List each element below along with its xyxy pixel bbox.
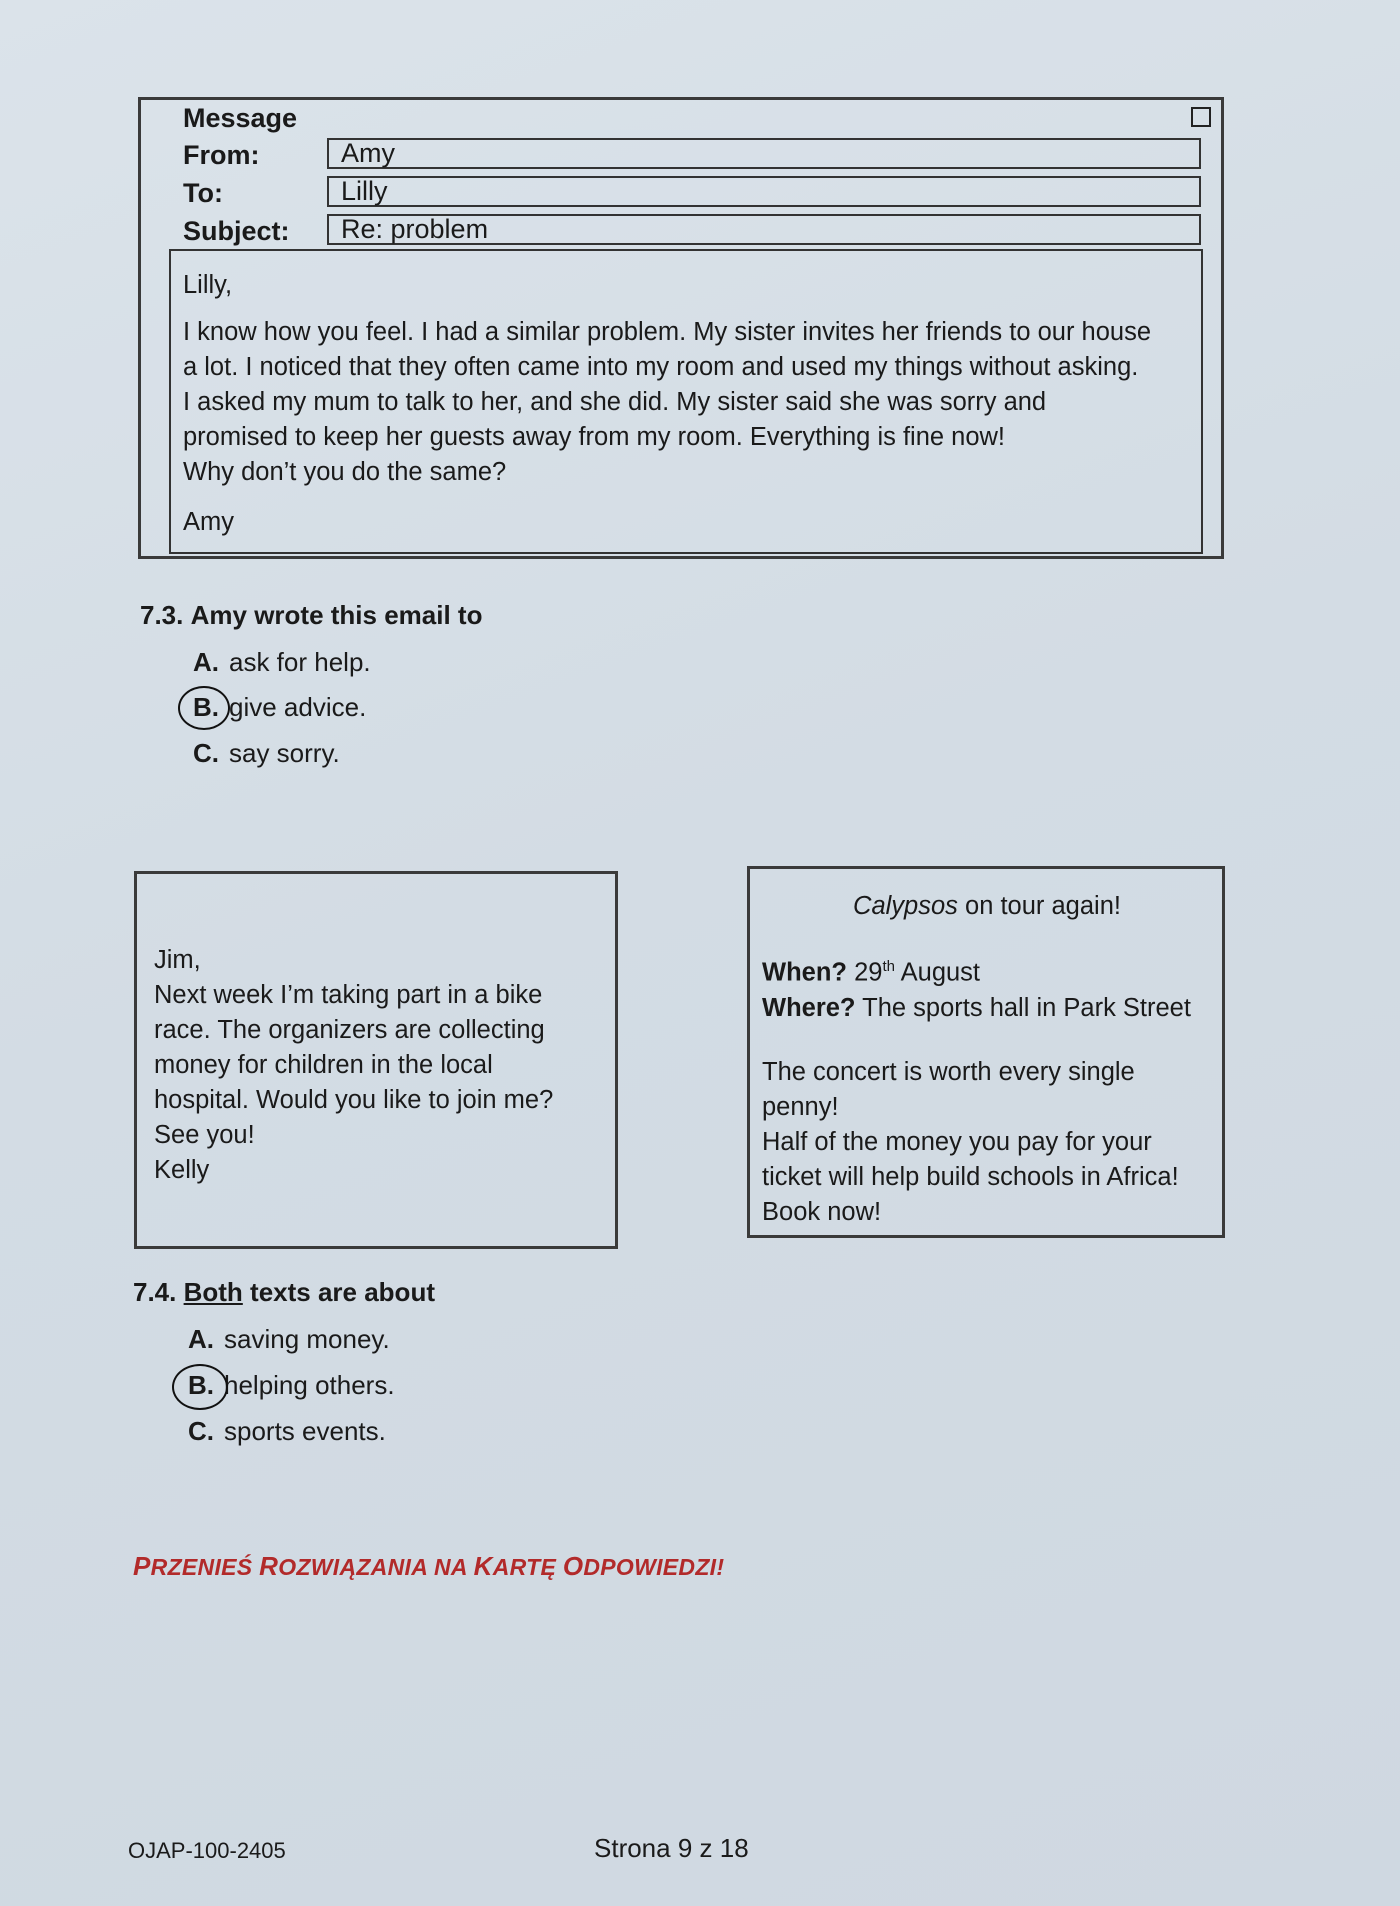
email-greeting: Lilly, bbox=[183, 271, 233, 299]
email-body-line: promised to keep her guests away from my room. Everything is fine now! bbox=[183, 423, 1006, 451]
concert-ad-card bbox=[747, 866, 1225, 1238]
ad-line: Book now! bbox=[762, 1197, 882, 1226]
question-number: 7.3. bbox=[140, 600, 184, 630]
when-day: 29 bbox=[846, 958, 883, 987]
option-text: give advice. bbox=[229, 692, 367, 722]
instruction-part: R bbox=[259, 1551, 279, 1581]
email-body-line: a lot. I noticed that they often came into my room and used my things without asking. bbox=[183, 353, 1139, 381]
option-c[interactable] bbox=[188, 1416, 386, 1447]
answer-circle-mark bbox=[172, 1364, 228, 1410]
instruction-part: DPOWIEDZI! bbox=[583, 1554, 725, 1580]
where-label: Where? bbox=[762, 993, 856, 1022]
note-line: money for children in the local bbox=[154, 1051, 493, 1079]
ad-when bbox=[762, 949, 1212, 991]
answer-circle-mark bbox=[178, 686, 230, 730]
option-letter: A. bbox=[188, 1324, 214, 1354]
from-label: From: bbox=[183, 140, 260, 170]
option-letter: B. bbox=[188, 1370, 214, 1400]
note-line: Jim, bbox=[154, 946, 201, 974]
instruction-part: O bbox=[562, 1551, 584, 1581]
instruction-part: K bbox=[473, 1551, 493, 1581]
email-message-box bbox=[138, 97, 1224, 559]
option-letter: C. bbox=[188, 1416, 214, 1446]
question-stem: texts are about bbox=[242, 1277, 435, 1307]
email-body-line: I know how you feel. I had a similar problem. My sister invites her friends to our house bbox=[183, 318, 1152, 346]
ad-title bbox=[762, 889, 1212, 924]
note-card bbox=[134, 871, 618, 1249]
ad-line: penny! bbox=[762, 1092, 839, 1121]
option-a[interactable] bbox=[188, 1324, 390, 1355]
transfer-answers-instruction bbox=[133, 1551, 724, 1582]
ad-where bbox=[762, 991, 1212, 1026]
subject-label: Subject: bbox=[183, 216, 290, 246]
option-text: ask for help. bbox=[229, 647, 371, 677]
exam-code: OJAP-100-2405 bbox=[128, 1838, 286, 1863]
option-text: saving money. bbox=[224, 1324, 390, 1354]
email-body-line: Why don’t you do the same? bbox=[183, 458, 507, 486]
email-body-line: I asked my mum to talk to her, and she did. My sister said she was sorry and bbox=[183, 388, 1047, 416]
note-line: Kelly bbox=[154, 1156, 210, 1184]
when-label: When? bbox=[762, 958, 847, 987]
email-body bbox=[169, 249, 1203, 554]
instruction-part: P bbox=[133, 1551, 151, 1581]
subject-field: Re: problem bbox=[327, 214, 1201, 245]
from-field: Amy bbox=[327, 138, 1201, 169]
option-text: helping others. bbox=[224, 1370, 395, 1400]
email-signature: Amy bbox=[183, 508, 234, 536]
instruction-part: ARTĘ bbox=[492, 1554, 563, 1580]
note-line: race. The organizers are collecting bbox=[154, 1016, 545, 1044]
option-letter: B. bbox=[193, 692, 219, 722]
question-stem: Amy wrote this email to bbox=[190, 600, 483, 630]
note-line: See you! bbox=[154, 1121, 255, 1149]
to-field: Lilly bbox=[327, 176, 1201, 207]
close-icon bbox=[1191, 107, 1211, 127]
question-7-4 bbox=[133, 1277, 435, 1308]
ad-line: Half of the money you pay for your bbox=[762, 1127, 1152, 1156]
question-number: 7.4. bbox=[133, 1277, 177, 1307]
option-letter: C. bbox=[193, 738, 219, 768]
ad-line: ticket will help build schools in Africa! bbox=[762, 1162, 1179, 1191]
option-letter: A. bbox=[193, 647, 219, 677]
band-name: Calypsos bbox=[853, 892, 958, 920]
when-ordinal: th bbox=[882, 958, 895, 975]
page-number: Strona 9 z 18 bbox=[594, 1833, 749, 1863]
option-text: say sorry. bbox=[229, 738, 340, 768]
question-stem-underlined: Both bbox=[183, 1277, 243, 1307]
note-line: hospital. Would you like to join me? bbox=[154, 1086, 554, 1114]
option-text: sports events. bbox=[224, 1416, 386, 1446]
ad-line: The concert is worth every single bbox=[762, 1057, 1135, 1086]
option-a[interactable] bbox=[193, 647, 371, 678]
where-value: The sports hall in Park Street bbox=[855, 993, 1191, 1022]
email-window-title: Message bbox=[183, 103, 298, 133]
when-month: August bbox=[894, 958, 981, 987]
instruction-part: OZWIĄZANIA NA bbox=[278, 1554, 474, 1580]
option-c[interactable] bbox=[193, 738, 340, 769]
note-line: Next week I’m taking part in a bike bbox=[154, 981, 543, 1009]
to-label: To: bbox=[183, 178, 223, 208]
ad-title-rest: on tour again! bbox=[957, 892, 1121, 920]
question-7-3 bbox=[140, 600, 482, 631]
instruction-part: RZENIEŚ bbox=[150, 1554, 260, 1580]
